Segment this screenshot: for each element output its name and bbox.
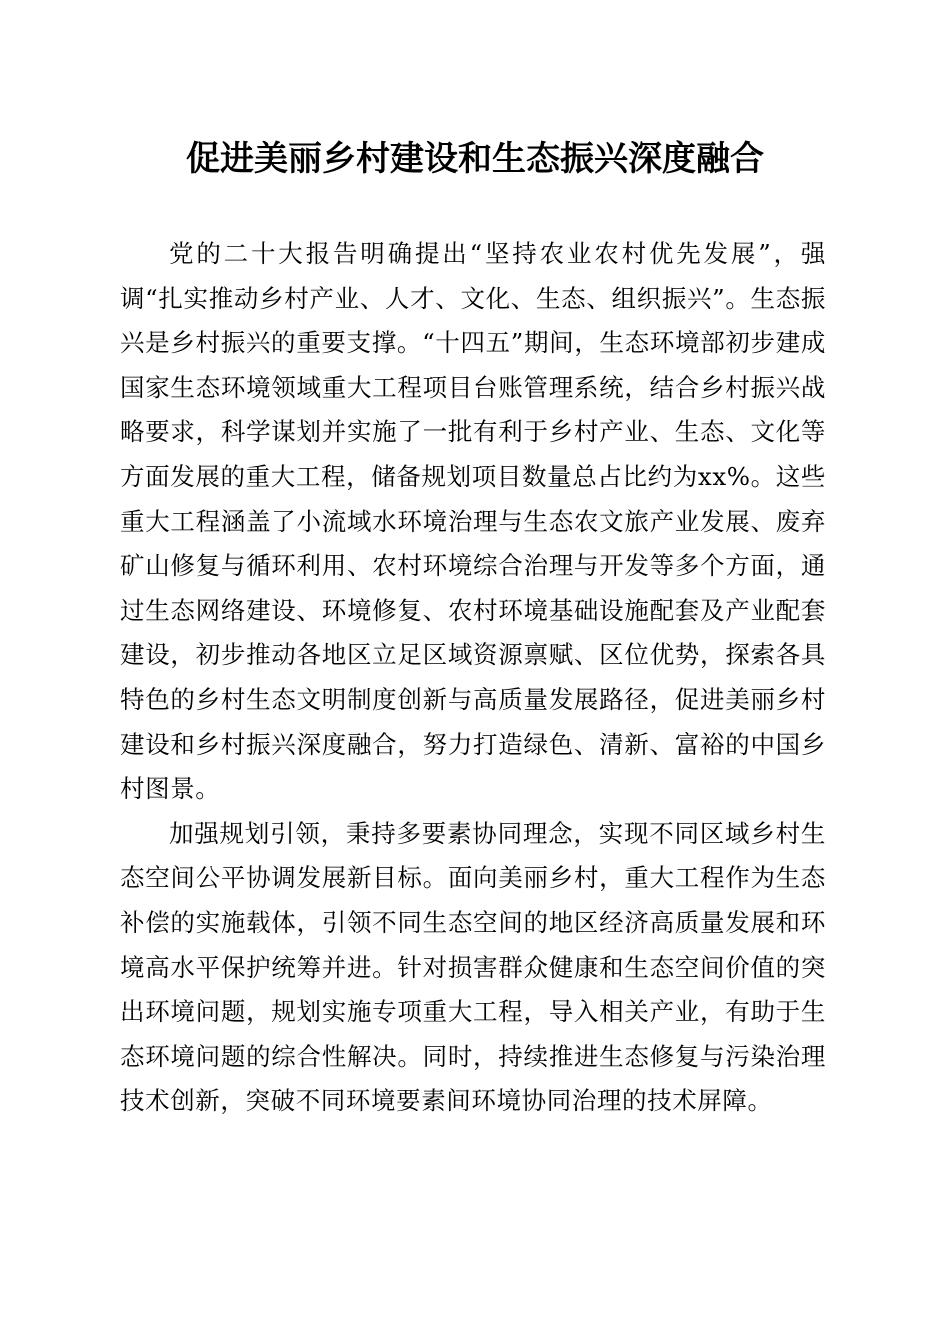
document-title: 促进美丽乡村建设和生态振兴深度融合 xyxy=(186,139,764,179)
paragraph-1: 党的二十大报告明确提出“坚持农业农村优先发展”，强调“扎实推动乡村产业、人才、文化、生态、组织振兴”。生态振兴是乡村振兴的重要支撑。“十四五”期间，生态环境部初步建成国家生态环境领域重大工程项目台账管理系统，结合乡村振兴战略要求，科学谋划并实施了一批有利于乡村产业、生态、文化等方面发展的重大工程，储备规划项目数量总占比约为xx%。这些重大工程涵盖了小流域水环境治理与生态农文旅产业发展、废弃矿山修复与循环利用、农村环境综合治理与开发等多个方面，通过生态网络建设、环境修复、农村环境基础设施配套及产业配套建设，初步推动各地区立足区域资源禀赋、区位优势，探索各具特色的乡村生态文明制度创新与高质量发展路径，促进美丽乡村建设和乡村振兴深度融合，努力打造绿色、清新、富裕的中国乡村图景。 xyxy=(120,239,826,804)
paragraph-2: 加强规划引领，秉持多要素协同理念，实现不同区域乡村生态空间公平协调发展新目标。面向美丽乡村，重大工程作为生态补偿的实施载体，引领不同生态空间的地区经济高质量发展和环境高水平保护统筹并进。针对损害群众健康和生态空间价值的突出环境问题，规划实施专项重大工程，导入相关产业，有助于生态环境问题的综合性解决。同时，持续推进生态修复与污染治理技术创新，突破不同环境要素间环境协同治理的技术屏障。 xyxy=(120,818,826,1116)
document-body xyxy=(120,232,826,1124)
